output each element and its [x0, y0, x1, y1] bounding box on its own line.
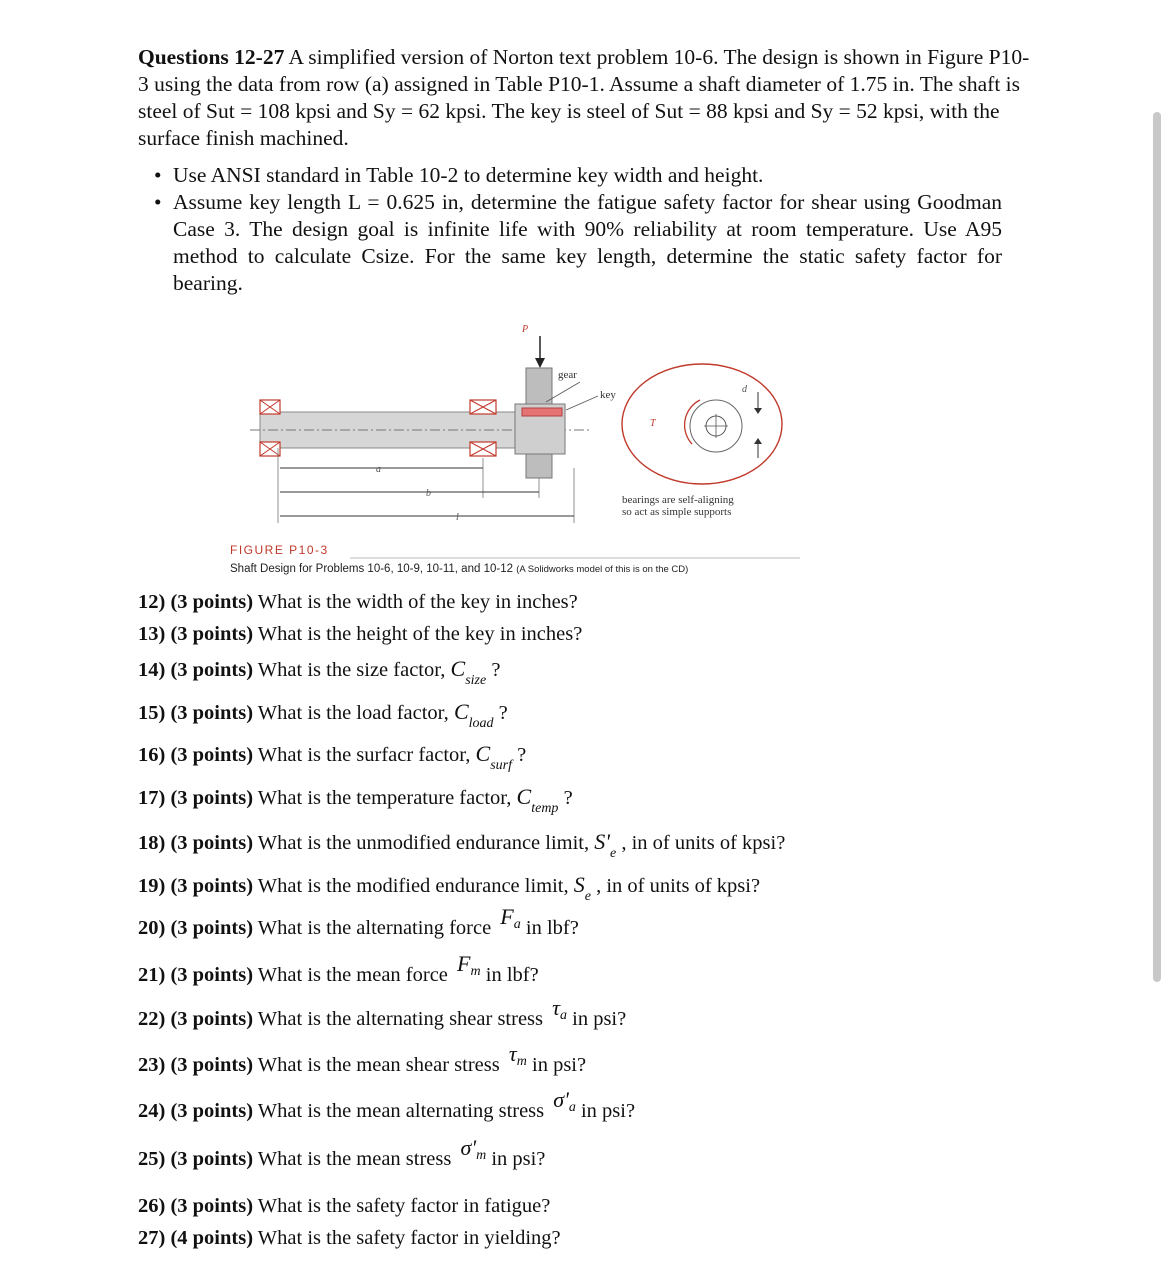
math-symbol: σ'	[553, 1087, 569, 1112]
figure-caption: Shaft Design for Problems 10-6, 10-9, 10-11, and 10-12 (A Solidworks model of this is on the CD)	[230, 563, 689, 575]
math-symbol: F	[500, 904, 514, 929]
intro-paragraph	[138, 44, 1038, 152]
question-item	[138, 951, 539, 990]
question-text: What is the unmodified endurance limit,	[253, 832, 595, 854]
question-text: What is the width of the key in inches?	[253, 591, 578, 613]
question-text-after: in psi?	[526, 1054, 587, 1076]
question-text: What is the mean alternating stress	[253, 1100, 550, 1122]
question-text: What is the safety factor in yielding?	[253, 1227, 561, 1249]
question-text: What is the mean shear stress	[253, 1054, 505, 1076]
question-item	[138, 995, 627, 1034]
question-text: What is the height of the key in inches?	[253, 623, 583, 645]
question-number: 13) (3 points)	[138, 623, 254, 645]
question-text: What is the surfacr factor,	[253, 744, 476, 766]
question-item	[138, 784, 573, 816]
question-item	[138, 656, 501, 688]
math-symbol: τ	[508, 1041, 517, 1066]
question-number: 21) (3 points)	[138, 964, 254, 986]
math-subscript: e	[584, 889, 591, 904]
question-item	[138, 829, 786, 861]
instruction-item: • Use ANSI standard in Table 10-2 to determine key width and height.	[154, 163, 764, 187]
question-text: What is the mean force	[253, 964, 454, 986]
torque-label-t: T	[650, 418, 656, 429]
scrollbar[interactable]	[1153, 112, 1161, 982]
question-number: 15) (3 points)	[138, 702, 254, 724]
math-subscript: m	[470, 964, 481, 979]
diameter-label-d: d	[742, 384, 747, 395]
math-symbol: C	[453, 699, 469, 724]
dim-label-a: a	[376, 464, 381, 475]
question-number: 12) (3 points)	[138, 591, 254, 613]
question-text-after: in psi?	[486, 1148, 546, 1170]
math-subscript: a	[513, 917, 521, 932]
load-label-p: P	[522, 324, 529, 335]
question-text-after: ?	[486, 659, 501, 681]
question-number: 14) (3 points)	[138, 659, 254, 681]
question-number: 16) (3 points)	[138, 744, 254, 766]
math-subscript: e	[609, 846, 617, 861]
question-text-after: in lbf?	[480, 964, 539, 986]
intro-heading: Questions 12-27	[138, 45, 285, 69]
question-text: What is the safety factor in fatigue?	[253, 1195, 551, 1217]
bearing-note-1: bearings are self-aligning	[622, 494, 734, 506]
math-symbol: σ'	[460, 1135, 477, 1160]
bullet-icon: •	[154, 190, 162, 214]
question-item	[138, 590, 578, 614]
math-subscript: a	[560, 1008, 567, 1023]
bearing-note-2: so act as simple supports	[622, 506, 732, 518]
question-item	[138, 1194, 550, 1218]
question-item	[138, 1226, 561, 1250]
question-text-after: , in of units of kpsi?	[616, 832, 786, 854]
question-number: 18) (3 points)	[138, 832, 254, 854]
question-text-after: , in of units of kpsi?	[590, 875, 761, 897]
key	[522, 408, 562, 416]
load-arrowhead-icon	[535, 358, 545, 368]
question-item	[138, 1135, 546, 1174]
math-subscript: surf	[490, 758, 513, 773]
bullet-icon: •	[154, 163, 162, 187]
math-subscript: m	[516, 1054, 527, 1069]
math-symbol: S'	[594, 829, 610, 854]
question-number: 20) (3 points)	[138, 917, 254, 939]
question-text: What is the mean stress	[253, 1148, 457, 1170]
question-item	[138, 622, 582, 646]
question-text: What is the temperature factor,	[253, 787, 517, 809]
math-symbol: C	[475, 741, 491, 766]
question-text: What is the size factor,	[253, 659, 451, 681]
math-symbol: F	[457, 951, 471, 976]
question-number: 19) (3 points)	[138, 875, 254, 897]
gear-label: gear	[558, 369, 577, 381]
math-symbol: τ	[552, 995, 560, 1020]
question-text: What is the alternating force	[253, 917, 497, 939]
question-text: What is the modified endurance limit,	[253, 875, 574, 897]
math-subscript: temp	[531, 801, 559, 816]
figure-title: FIGURE P10-3	[230, 543, 329, 557]
shaft-figure	[230, 318, 802, 580]
question-number: 26) (3 points)	[138, 1195, 254, 1217]
question-text-after: in psi?	[567, 1008, 627, 1030]
question-item	[138, 699, 508, 731]
dim-label-l: l	[456, 512, 459, 523]
math-symbol: S	[573, 872, 585, 897]
question-number: 27) (4 points)	[138, 1227, 254, 1249]
math-subscript: size	[465, 673, 487, 688]
question-item	[138, 741, 527, 773]
question-number: 17) (3 points)	[138, 787, 254, 809]
math-subscript: m	[476, 1148, 487, 1163]
math-subscript: a	[568, 1100, 576, 1115]
question-number: 24) (3 points)	[138, 1100, 254, 1122]
question-item	[138, 1041, 587, 1080]
question-number: 22) (3 points)	[138, 1008, 254, 1030]
dim-label-b: b	[426, 488, 431, 499]
figure-caption-note: (A Solidworks model of this is on the CD)	[516, 564, 689, 575]
math-symbol: C	[516, 784, 532, 809]
question-text-after: in psi?	[575, 1100, 636, 1122]
question-text-after: ?	[493, 702, 508, 724]
question-number: 25) (3 points)	[138, 1148, 254, 1170]
figure-title-rule	[350, 557, 800, 559]
question-text: What is the load factor,	[253, 702, 454, 724]
question-item	[138, 1087, 636, 1126]
question-item	[138, 904, 579, 943]
math-subscript: load	[468, 716, 494, 731]
question-item	[138, 872, 761, 904]
instruction-list	[152, 162, 1002, 297]
key-label: key	[600, 389, 616, 401]
intro-text: A simplified version of Norton text problem 10-6. The design is shown in Figure P10-3 using the data from row (a) assigned in Table P10-1. Assume a shaft diameter of 1.75 in. The shaft is steel of Sut = 108 kpsi and Sy = 62 kpsi. The key is steel of Sut = 88 kpsi and Sy = 52 kpsi, with the surface finish machined.	[138, 45, 1030, 150]
math-symbol: C	[450, 656, 466, 681]
question-text-after: ?	[512, 744, 527, 766]
question-number: 23) (3 points)	[138, 1054, 254, 1076]
instruction-item: • Assume key length L = 0.625 in, determine the fatigue safety factor for shear using Goodman Case 3. The design goal is infinite life with 90% reliability at room temperature. Use A95 method to calculate Csize. For the same key length, determine the static safety factor for bearing.	[154, 190, 1002, 295]
question-text-after: ?	[558, 787, 573, 809]
question-text-after: in lbf?	[520, 917, 579, 939]
question-text: What is the alternating shear stress	[253, 1008, 549, 1030]
